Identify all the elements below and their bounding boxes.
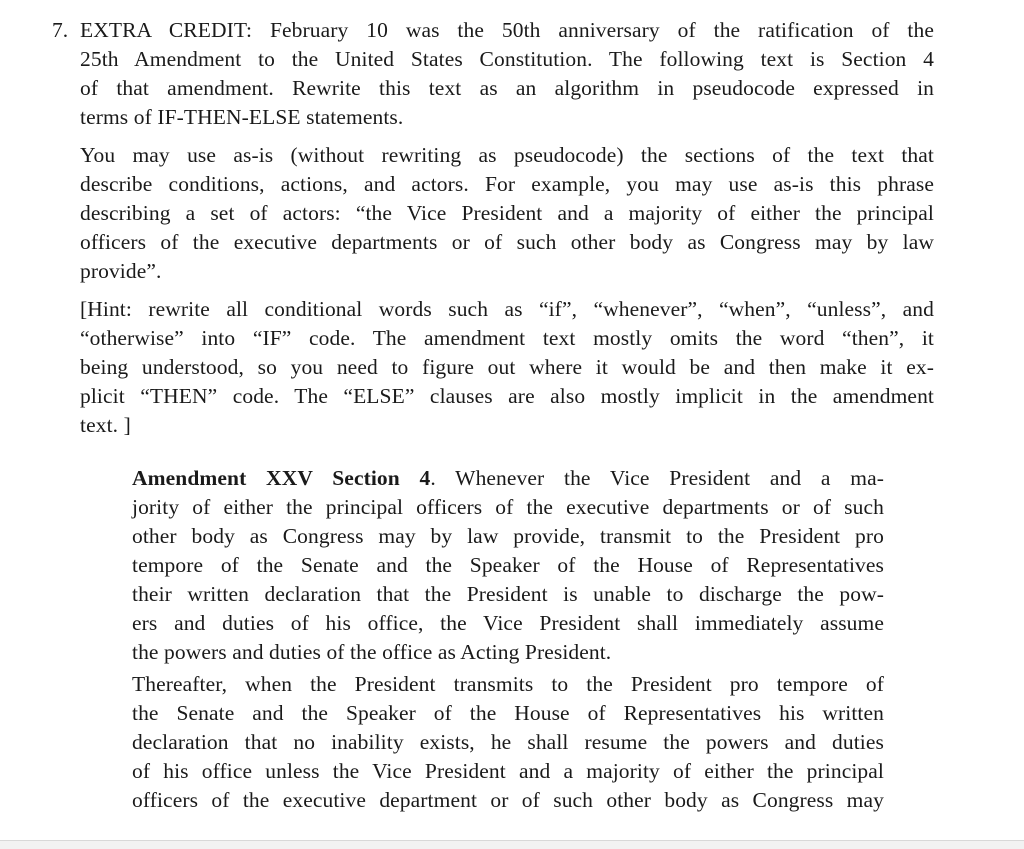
amendment-line: of his office unless the Vice President and a majority of either the principal: [132, 759, 884, 783]
intro-line: EXTRA CREDIT: February 10 was the 50th anniversary of the ratification of the: [80, 18, 934, 42]
amendment-line: their written declaration that the President is unable to discharge the pow-: [132, 582, 884, 606]
amendment-heading: Amendment XXV Section 4: [132, 466, 431, 490]
problem-number: 7.: [52, 18, 69, 42]
intro-line: of that amendment. Rewrite this text as an algorithm in pseudocode expressed in: [80, 76, 934, 100]
hint-line: [Hint: rewrite all conditional words such as “if”, “whenever”, “when”, “unless”, and: [80, 297, 934, 321]
amendment-line: the powers and duties of the office as Acting President.: [132, 640, 612, 664]
instructions-line: describing a set of actors: “the Vice President and a majority of either the principal: [80, 201, 934, 225]
amendment-line: officers of the executive department or of such other body as Congress may: [132, 788, 884, 812]
amendment-line: other body as Congress may by law provide, transmit to the President pro: [132, 524, 884, 548]
amendment-first-line-rest: . Whenever the Vice President and a ma-: [430, 466, 884, 490]
hint-line: “otherwise” into “IF” code. The amendment text mostly omits the word “then”, it: [80, 326, 934, 350]
hint-line: being understood, so you need to figure out where it would be and then make it ex-: [80, 355, 934, 379]
hint-line: text. ]: [80, 413, 131, 437]
amendment-line: the Senate and the Speaker of the House of Representatives his written: [132, 701, 884, 725]
instructions-line: You may use as-is (without rewriting as pseudocode) the sections of the text that: [80, 143, 934, 167]
instructions-line: provide”.: [80, 259, 162, 283]
instructions-line: describe conditions, actions, and actors. For example, you may use as-is this phrase: [80, 172, 934, 196]
amendment-line: tempore of the Senate and the Speaker of the House of Representatives: [132, 553, 884, 577]
intro-line: terms of IF-THEN-ELSE statements.: [80, 105, 404, 129]
intro-line: 25th Amendment to the United States Constitution. The following text is Section 4: [80, 47, 934, 71]
amendment-line: ers and duties of his office, the Vice President shall immediately assume: [132, 611, 884, 635]
amendment-line: jority of either the principal officers of the executive departments or of such: [132, 495, 884, 519]
hint-line: plicit “THEN” code. The “ELSE” clauses are also mostly implicit in the amendment: [80, 384, 934, 408]
instructions-line: officers of the executive departments or of such other body as Congress may by law: [80, 230, 934, 254]
amendment-line: declaration that no inability exists, he shall resume the powers and duties: [132, 730, 884, 754]
amendment-line: Thereafter, when the President transmits to the President pro tempore of: [132, 672, 884, 696]
amendment-first-line: [132, 464, 884, 493]
